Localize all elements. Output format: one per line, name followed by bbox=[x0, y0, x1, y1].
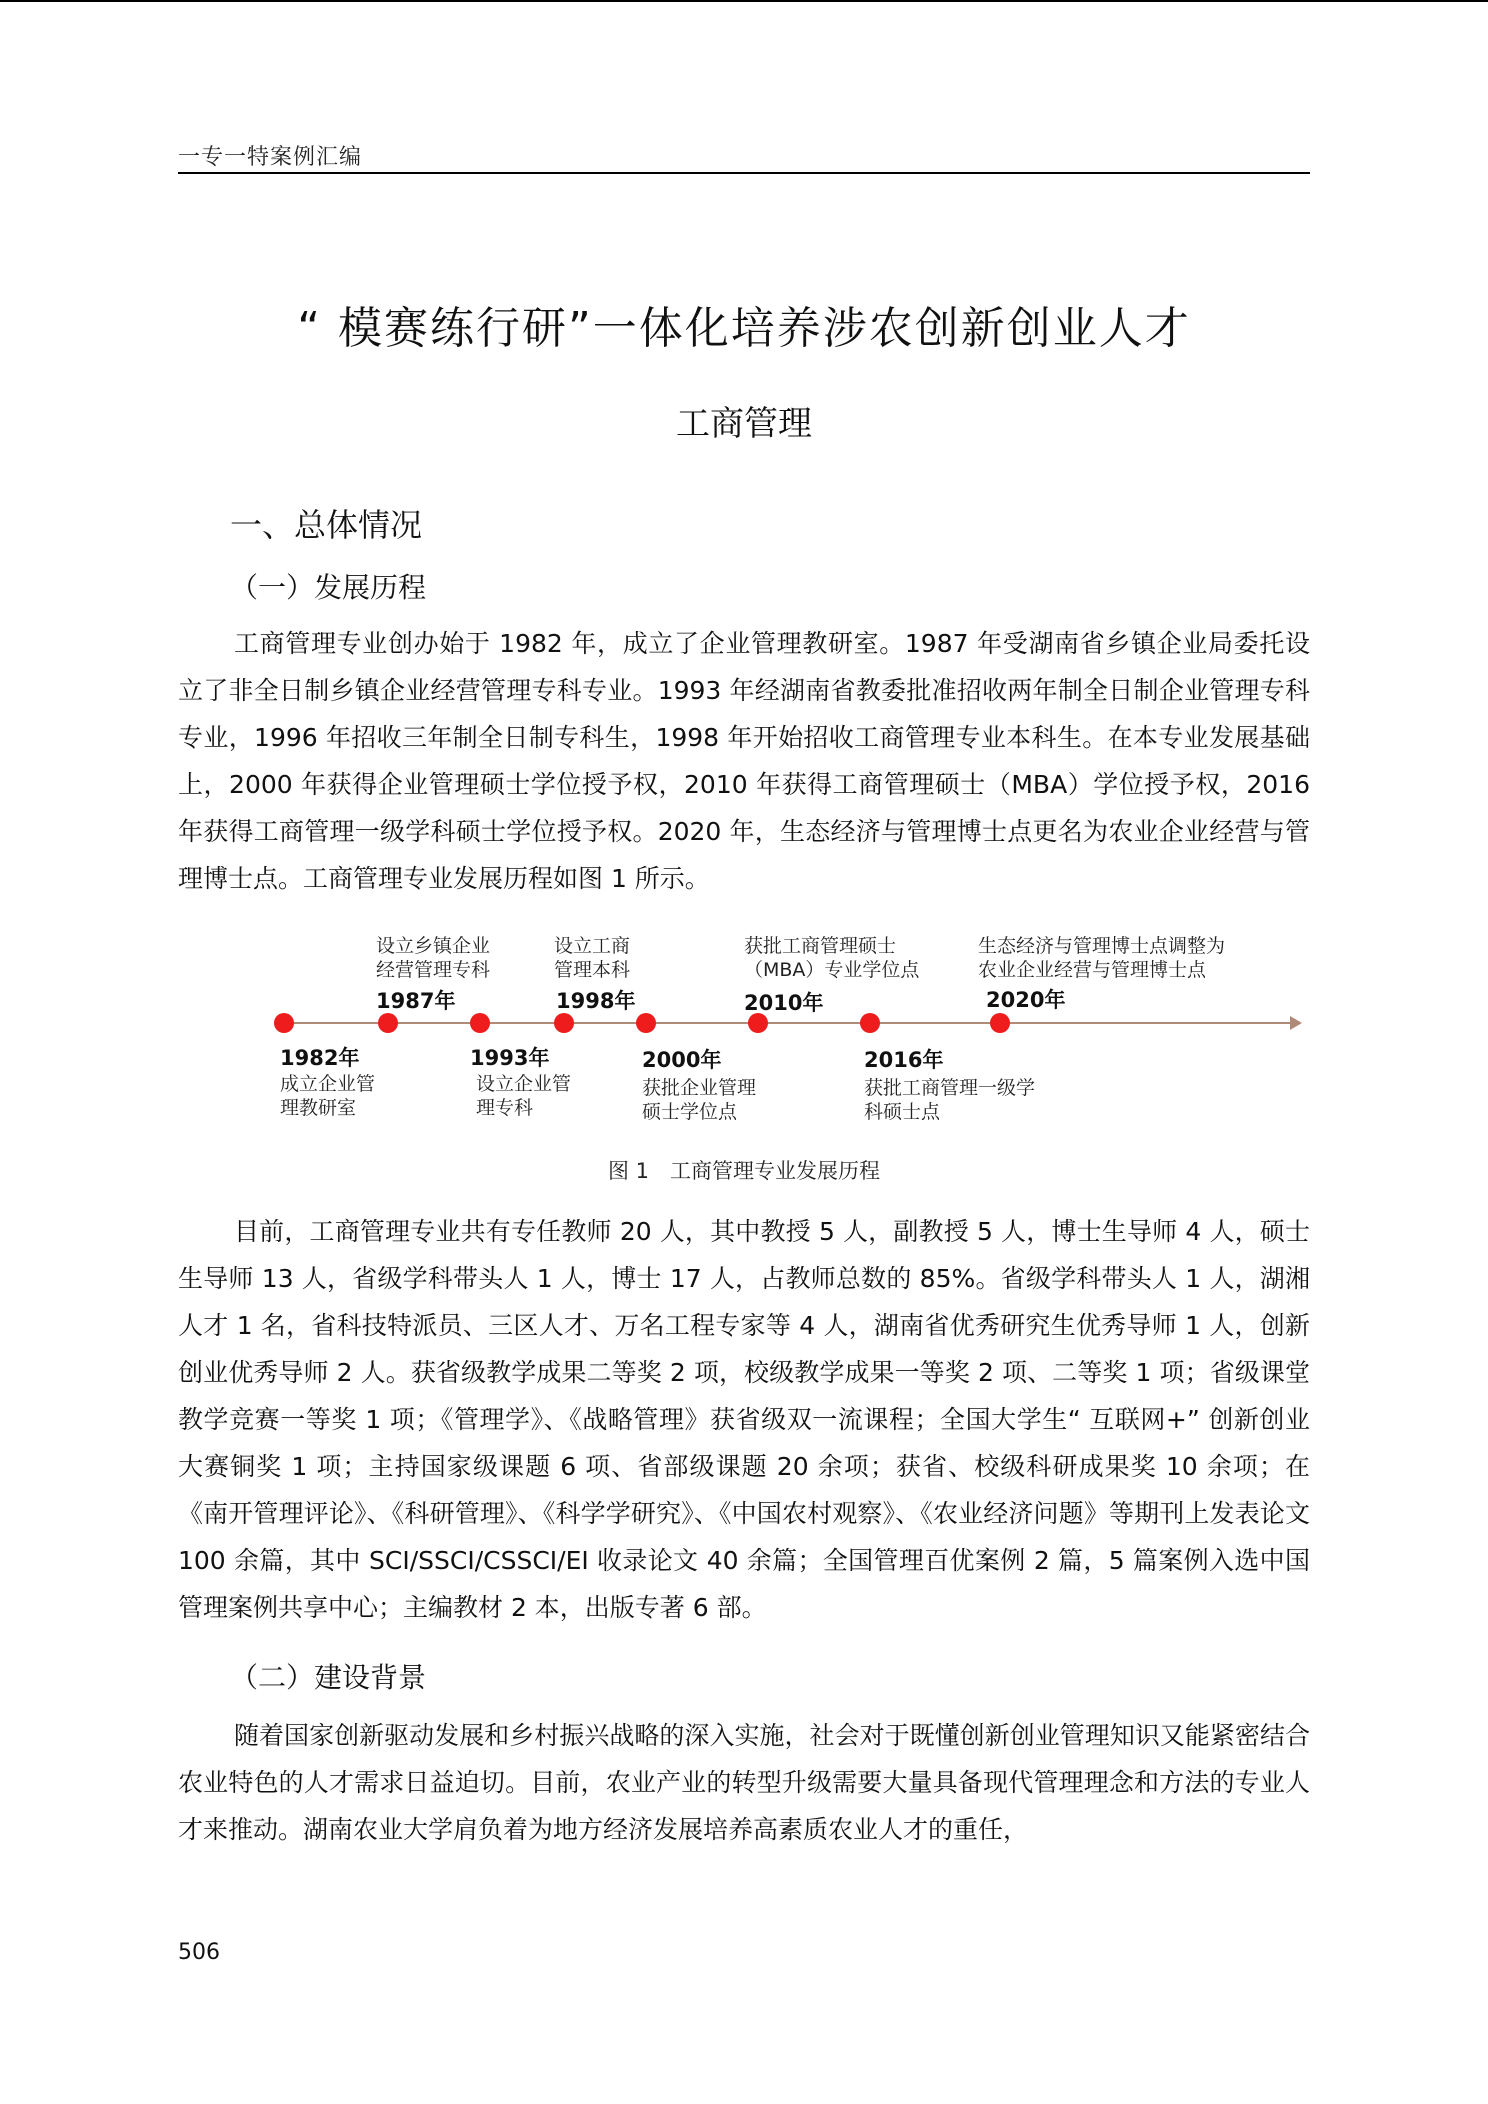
page-top-border bbox=[0, 0, 1488, 2]
timeline-description: 设立企业管 理专科 bbox=[476, 1073, 572, 1119]
timeline-year: 1982年 bbox=[280, 1046, 360, 1070]
paragraph-history: 工商管理专业创办始于 1982 年，成立了企业管理教研室。1987 年受湖南省乡镇企业局委托设立了非全日制乡镇企业经营管理专科专业。1993 年经湖南省教委批准招收两年制全日制企业管理专科专业，1996 年招收三年制全日制专科生，1998 年开始招收工商管理专业本科生。在本专业发展基础上，2000 年获得企业管理硕士学位授予权，2010 年获得工商管理硕士（MBA）学位授予权，2016 年获得工商管理一级学科硕士学位授予权。2020 年，生态经济与管理博士点更名为农业企业经营与管理博士点。工商管理专业发展历程如图 1 所示。 bbox=[178, 629, 1310, 893]
development-timeline bbox=[260, 930, 1320, 1130]
timeline-arrow-icon bbox=[1290, 1016, 1302, 1030]
timeline-dot bbox=[274, 1013, 294, 1033]
document-subtitle: 工商管理 bbox=[676, 404, 812, 444]
paragraph-current-status: 目前，工商管理专业共有专任教师 20 人，其中教授 5 人，副教授 5 人，博士生导师 4 人，硕士生导师 13 人，省级学科带头人 1 人，博士 17 人，占教师总数的 85%。省级学科带头人 1 人，湖湘人才 1 名，省科技特派员、三区人才、万名工程专家等 4 人，湖南省优秀研究生优秀导师 1 人，创新创业优秀导师 2 人。获省级教学成果二等奖 2 项，校级教学成果一等奖 2 项、二等奖 1 项；省级课堂教学竞赛一等奖 1 项；《管理学》、《战略管理》获省级双一流课程；全国大学生“ 互联网+” 创新创业大赛铜奖 1 项；主持国家级课题 6 项、省部级课题 20 余项；获省、校级科研成果奖 10 余项；在《南开管理评论》、《科研管理》、《科学学研究》、《中国农村观察》、《农业经济问题》等期刊上发表论文 100 余篇，其中 SCI/SSCI/CSSCI/EI 收录论文 40 余篇；全国管理百优案例 2 篇，5 篇案例入选中国管理案例共享中心；主编教材 2 本，出版专著 6 部。 bbox=[178, 1217, 1310, 1622]
timeline-axis bbox=[276, 1022, 1296, 1024]
timeline-year: 1998年 bbox=[556, 989, 636, 1013]
document-title: “ 模赛练行研”一体化培养涉农创新创业人才 bbox=[297, 303, 1191, 354]
timeline-year: 2016年 bbox=[864, 1048, 944, 1072]
timeline-year: 2010年 bbox=[744, 991, 824, 1015]
running-header: 一专一特案例汇编 bbox=[178, 145, 363, 170]
figure-caption: 图 1 工商管理专业发展历程 bbox=[607, 1159, 881, 1183]
timeline-year: 1993年 bbox=[470, 1046, 550, 1070]
timeline-description: 生态经济与管理博士点调整为 农业企业经营与管理博士点 bbox=[978, 935, 1226, 981]
timeline-dot bbox=[554, 1013, 574, 1033]
timeline-year: 2020年 bbox=[986, 988, 1066, 1012]
timeline-dot bbox=[990, 1013, 1010, 1033]
section-heading-overview: 一、总体情况 bbox=[230, 506, 423, 544]
header-rule bbox=[178, 172, 1310, 174]
timeline-year: 1987年 bbox=[376, 989, 456, 1013]
timeline-description: 获批工商管理硕士 （MBA）专业学位点 bbox=[744, 935, 920, 981]
timeline-dot bbox=[636, 1013, 656, 1033]
timeline-description: 获批企业管理 硕士学位点 bbox=[642, 1077, 757, 1123]
subsection-heading-history: （一）发展历程 bbox=[230, 571, 427, 604]
timeline-description: 设立乡镇企业 经营管理专科 bbox=[376, 935, 491, 981]
timeline-dot bbox=[860, 1013, 880, 1033]
page-number: 506 bbox=[178, 1940, 220, 1965]
timeline-dot bbox=[378, 1013, 398, 1033]
paragraph-background: 随着国家创新驱动发展和乡村振兴战略的深入实施，社会对于既懂创新创业管理知识又能紧密结合农业特色的人才需求日益迫切。目前，农业产业的转型升级需要大量具备现代管理理念和方法的专业人才来推动。湖南农业大学肩负着为地方经济发展培养高素质农业人才的重任， bbox=[178, 1721, 1310, 1844]
timeline-dot bbox=[470, 1013, 490, 1033]
timeline-year: 2000年 bbox=[642, 1048, 722, 1072]
timeline-description: 获批工商管理一级学 科硕士点 bbox=[864, 1077, 1036, 1123]
timeline-description: 成立企业管 理教研室 bbox=[280, 1073, 376, 1119]
timeline-description: 设立工商 管理本科 bbox=[554, 935, 631, 981]
subsection-heading-background: （二）建设背景 bbox=[230, 1661, 427, 1694]
